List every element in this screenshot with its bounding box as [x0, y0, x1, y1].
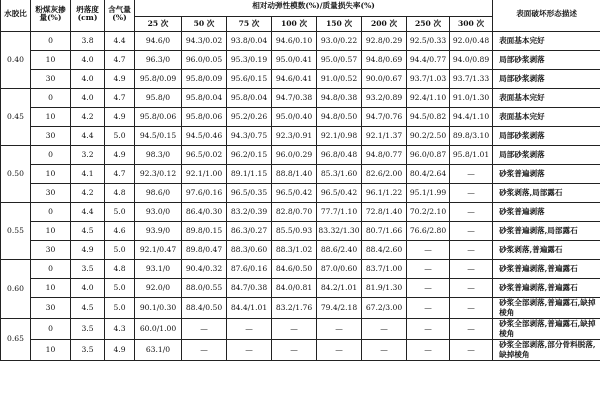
air-cell: 5.0: [105, 127, 135, 146]
value-cell: 96.0/0.05: [182, 51, 227, 70]
value-cell: 89.8/0.15: [182, 222, 227, 241]
desc-cell: 局部砂浆剥落: [493, 70, 600, 89]
value-cell: —: [450, 298, 493, 319]
fa-cell: 0: [31, 146, 71, 165]
value-cell: —: [450, 279, 493, 298]
value-cell: 94.0/0.89: [450, 51, 493, 70]
value-cell: 95.1/1.99: [407, 184, 450, 203]
slump-cell: 4.4: [71, 127, 105, 146]
cycle-header: 100 次: [272, 17, 317, 32]
table-row: [1, 127, 600, 146]
slump-cell: 4.5: [71, 298, 105, 319]
value-cell: 95.8/0.09: [135, 70, 182, 89]
value-cell: 83.2/0.39: [227, 203, 272, 222]
table-body: [1, 32, 600, 361]
cycle-header: 50 次: [182, 17, 227, 32]
value-cell: 93.2/0.89: [362, 89, 407, 108]
slump-cell: 4.2: [71, 184, 105, 203]
slump-cell: 4.0: [71, 70, 105, 89]
fa-cell: 10: [31, 222, 71, 241]
value-cell: 88.3/0.60: [227, 241, 272, 260]
value-cell: 96.2/0.15: [227, 146, 272, 165]
value-cell: 88.0/0.55: [182, 279, 227, 298]
table-row: [1, 260, 600, 279]
value-cell: 96.5/0.02: [182, 146, 227, 165]
slump-cell: 4.5: [71, 222, 105, 241]
value-cell: 93.7/1.33: [450, 70, 493, 89]
table-row: [1, 165, 600, 184]
value-cell: —: [362, 340, 407, 361]
value-cell: 95.0/0.57: [317, 51, 362, 70]
fa-cell: 30: [31, 298, 71, 319]
value-cell: 94.6/0.41: [272, 70, 317, 89]
value-cell: —: [317, 340, 362, 361]
value-cell: 95.0/0.41: [272, 51, 317, 70]
slump-cell: 3.8: [71, 32, 105, 51]
value-cell: 93.0/0: [135, 203, 182, 222]
value-cell: 90.4/0.32: [182, 260, 227, 279]
value-cell: 88.6/2.40: [317, 241, 362, 260]
value-cell: 90.1/0.30: [135, 298, 182, 319]
group-header: 相对动弹性模数(%)/质量损失率(%): [135, 0, 493, 17]
cycle-header: 200 次: [362, 17, 407, 32]
value-cell: 63.1/0: [135, 340, 182, 361]
slump-cell: 3.5: [71, 340, 105, 361]
slump-cell: 4.0: [71, 279, 105, 298]
fa-cell: 30: [31, 70, 71, 89]
desc-cell: 砂浆剥落,普遍露石: [493, 241, 600, 260]
value-cell: —: [407, 340, 450, 361]
value-cell: —: [450, 319, 493, 340]
value-cell: 92.5/0.33: [407, 32, 450, 51]
value-cell: 98.3/0: [135, 146, 182, 165]
value-cell: —: [407, 260, 450, 279]
desc-cell: 砂浆剥落,局部露石: [493, 184, 600, 203]
desc-cell: 表面基本完好: [493, 89, 600, 108]
fly-ash-header: 粉煤灰掺量(%): [31, 0, 71, 32]
value-cell: 87.0/0.60: [317, 260, 362, 279]
slump-cell: 3.2: [71, 146, 105, 165]
desc-cell: 局部砂浆剥落: [493, 127, 600, 146]
desc-header: 表面破坏形态描述: [493, 0, 600, 32]
value-cell: 92.4/1.10: [407, 89, 450, 108]
value-cell: 94.8/0.38: [317, 89, 362, 108]
value-cell: 92.3/0.91: [272, 127, 317, 146]
desc-cell: 砂浆普遍剥落,普遍露石: [493, 279, 600, 298]
value-cell: 80.7/1.66: [362, 222, 407, 241]
value-cell: 88.4/0.50: [182, 298, 227, 319]
value-cell: 85.5/0.93: [272, 222, 317, 241]
value-cell: 88.8/1.40: [272, 165, 317, 184]
value-cell: 94.7/0.76: [362, 108, 407, 127]
air-cell: 4.7: [105, 89, 135, 108]
value-cell: 94.8/0.69: [362, 51, 407, 70]
slump-cell: 4.1: [71, 165, 105, 184]
value-cell: 96.5/0.42: [272, 184, 317, 203]
value-cell: 94.8/0.50: [317, 108, 362, 127]
table-row: [1, 70, 600, 89]
value-cell: 93.0/0.22: [317, 32, 362, 51]
value-cell: 96.5/0.42: [317, 184, 362, 203]
value-cell: —: [450, 340, 493, 361]
value-cell: 90.2/2.50: [407, 127, 450, 146]
desc-cell: 砂浆普遍剥落,局部露石: [493, 222, 600, 241]
fa-cell: 10: [31, 108, 71, 127]
value-cell: —: [450, 165, 493, 184]
value-cell: 96.5/0.35: [227, 184, 272, 203]
table-row: [1, 222, 600, 241]
value-cell: 83.2/1.76: [272, 298, 317, 319]
table-row: [1, 51, 600, 70]
air-cell: 4.7: [105, 165, 135, 184]
wc-cell: 0.40: [1, 32, 31, 89]
value-cell: 95.8/0.06: [182, 108, 227, 127]
slump-cell: 4.0: [71, 51, 105, 70]
value-cell: 96.1/1.22: [362, 184, 407, 203]
desc-cell: 砂浆普遍剥落,普遍露石: [493, 260, 600, 279]
air-cell: 4.6: [105, 222, 135, 241]
value-cell: 60.0/1.00: [135, 319, 182, 340]
value-cell: 95.8/0.06: [135, 108, 182, 127]
value-cell: 94.7/0.38: [272, 89, 317, 108]
value-cell: 95.8/0.04: [227, 89, 272, 108]
air-cell: 4.9: [105, 146, 135, 165]
table-row: [1, 241, 600, 260]
value-cell: 84.2/1.01: [317, 279, 362, 298]
value-cell: 83.7/1.00: [362, 260, 407, 279]
air-header: 含气量(%): [105, 0, 135, 32]
value-cell: 76.6/2.80: [407, 222, 450, 241]
table-row: [1, 279, 600, 298]
slump-cell: 3.5: [71, 319, 105, 340]
value-cell: —: [407, 241, 450, 260]
value-cell: 79.4/2.18: [317, 298, 362, 319]
desc-cell: 砂浆全部剥落,普遍露石,缺掉棱角: [493, 298, 600, 319]
value-cell: 95.2/0.26: [227, 108, 272, 127]
desc-cell: 局部砂浆剥落: [493, 146, 600, 165]
cycle-header: 150 次: [317, 17, 362, 32]
desc-cell: 表面基本完好: [493, 108, 600, 127]
air-cell: 5.0: [105, 203, 135, 222]
value-cell: 92.0/0.48: [450, 32, 493, 51]
value-cell: 84.4/1.01: [227, 298, 272, 319]
air-cell: 4.8: [105, 260, 135, 279]
value-cell: —: [407, 279, 450, 298]
desc-cell: 表面基本完好: [493, 32, 600, 51]
cycle-header: 250 次: [407, 17, 450, 32]
value-cell: —: [450, 203, 493, 222]
value-cell: 92.3/0.12: [135, 165, 182, 184]
table-row: [1, 108, 600, 127]
wc-cell: 0.65: [1, 319, 31, 361]
value-cell: 94.4/0.77: [407, 51, 450, 70]
fa-cell: 0: [31, 260, 71, 279]
wc-cell: 0.50: [1, 146, 31, 203]
air-cell: 4.9: [105, 340, 135, 361]
value-cell: 95.8/0.04: [182, 89, 227, 108]
value-cell: 89.1/1.15: [227, 165, 272, 184]
value-cell: 95.6/0.15: [227, 70, 272, 89]
value-cell: —: [272, 319, 317, 340]
value-cell: 94.3/0.02: [182, 32, 227, 51]
desc-cell: 砂浆全部剥落,部分骨料脱落,缺掉棱角: [493, 340, 600, 361]
value-cell: 94.5/0.82: [407, 108, 450, 127]
value-cell: 95.8/1.01: [450, 146, 493, 165]
air-cell: 4.3: [105, 319, 135, 340]
value-cell: 94.5/0.46: [182, 127, 227, 146]
value-cell: 94.6/0.10: [272, 32, 317, 51]
fa-cell: 0: [31, 32, 71, 51]
table-row: [1, 32, 600, 51]
value-cell: —: [317, 319, 362, 340]
value-cell: 95.8/0: [135, 89, 182, 108]
value-cell: 90.0/0.67: [362, 70, 407, 89]
fa-cell: 30: [31, 184, 71, 203]
fa-cell: 0: [31, 203, 71, 222]
value-cell: 86.3/0.27: [227, 222, 272, 241]
value-cell: 92.1/0.47: [135, 241, 182, 260]
value-cell: 96.0/0.87: [407, 146, 450, 165]
value-cell: —: [272, 340, 317, 361]
slump-cell: 4.9: [71, 241, 105, 260]
value-cell: 94.8/0.77: [362, 146, 407, 165]
cycle-header: 75 次: [227, 17, 272, 32]
value-cell: 98.6/0: [135, 184, 182, 203]
slump-header: 坍落度(cm): [71, 0, 105, 32]
value-cell: 86.4/0.30: [182, 203, 227, 222]
value-cell: —: [227, 319, 272, 340]
desc-cell: 砂浆普遍剥落: [493, 165, 600, 184]
value-cell: 96.8/0.48: [317, 146, 362, 165]
value-cell: 95.3/0.19: [227, 51, 272, 70]
value-cell: 93.1/0: [135, 260, 182, 279]
value-cell: 93.7/1.03: [407, 70, 450, 89]
value-cell: 85.3/1.60: [317, 165, 362, 184]
value-cell: 96.0/0.29: [272, 146, 317, 165]
value-cell: 92.0/0: [135, 279, 182, 298]
wc-header: 水胶比: [1, 0, 31, 32]
table-row: [1, 146, 600, 165]
air-cell: 4.8: [105, 184, 135, 203]
value-cell: 89.8/0.47: [182, 241, 227, 260]
value-cell: —: [450, 184, 493, 203]
value-cell: 93.9/0: [135, 222, 182, 241]
value-cell: 95.8/0.09: [182, 70, 227, 89]
value-cell: —: [450, 222, 493, 241]
fa-cell: 10: [31, 279, 71, 298]
value-cell: 70.2/2.10: [407, 203, 450, 222]
air-cell: 4.7: [105, 51, 135, 70]
air-cell: 4.9: [105, 70, 135, 89]
air-cell: 5.0: [105, 298, 135, 319]
fa-cell: 30: [31, 241, 71, 260]
wc-cell: 0.55: [1, 203, 31, 260]
value-cell: 88.3/1.02: [272, 241, 317, 260]
value-cell: —: [407, 298, 450, 319]
value-cell: —: [182, 340, 227, 361]
value-cell: 82.6/2.00: [362, 165, 407, 184]
value-cell: 91.0/1.30: [450, 89, 493, 108]
desc-cell: 局部砂浆剥落: [493, 51, 600, 70]
value-cell: 84.6/0.50: [272, 260, 317, 279]
value-cell: —: [362, 319, 407, 340]
fa-cell: 0: [31, 89, 71, 108]
value-cell: 92.1/1.00: [182, 165, 227, 184]
value-cell: 94.4/1.10: [450, 108, 493, 127]
fa-cell: 10: [31, 165, 71, 184]
wc-cell: 0.60: [1, 260, 31, 319]
value-cell: 84.7/0.38: [227, 279, 272, 298]
air-cell: 4.9: [105, 108, 135, 127]
table-row: [1, 298, 600, 319]
value-cell: 92.8/0.29: [362, 32, 407, 51]
value-cell: 72.8/1.40: [362, 203, 407, 222]
cycle-header: 300 次: [450, 17, 493, 32]
value-cell: 97.6/0.16: [182, 184, 227, 203]
value-cell: —: [227, 340, 272, 361]
slump-cell: 3.5: [71, 260, 105, 279]
value-cell: 93.8/0.04: [227, 32, 272, 51]
slump-cell: 4.2: [71, 108, 105, 127]
value-cell: 67.2/3.00: [362, 298, 407, 319]
value-cell: 82.8/0.70: [272, 203, 317, 222]
value-cell: 89.8/3.10: [450, 127, 493, 146]
desc-cell: 砂浆普遍剥落: [493, 203, 600, 222]
value-cell: —: [450, 260, 493, 279]
fa-cell: 0: [31, 319, 71, 340]
value-cell: 96.3/0: [135, 51, 182, 70]
header-row-1: [1, 0, 600, 17]
value-cell: 94.3/0.75: [227, 127, 272, 146]
value-cell: 92.1/1.37: [362, 127, 407, 146]
cycle-header: 25 次: [135, 17, 182, 32]
fa-cell: 10: [31, 340, 71, 361]
table-row: [1, 340, 600, 361]
fa-cell: 10: [31, 51, 71, 70]
table-row: [1, 203, 600, 222]
air-cell: 5.0: [105, 241, 135, 260]
value-cell: 91.0/0.52: [317, 70, 362, 89]
value-cell: 81.9/1.30: [362, 279, 407, 298]
value-cell: 80.4/2.64: [407, 165, 450, 184]
slump-cell: 4.4: [71, 203, 105, 222]
air-cell: 5.0: [105, 279, 135, 298]
table-row: [1, 184, 600, 203]
table-row: [1, 319, 600, 340]
air-cell: 4.4: [105, 32, 135, 51]
value-cell: —: [407, 319, 450, 340]
slump-cell: 4.0: [71, 89, 105, 108]
value-cell: 87.6/0.16: [227, 260, 272, 279]
value-cell: 88.4/2.60: [362, 241, 407, 260]
wc-cell: 0.45: [1, 89, 31, 146]
value-cell: 84.0/0.81: [272, 279, 317, 298]
fa-cell: 30: [31, 127, 71, 146]
value-cell: 77.7/1.10: [317, 203, 362, 222]
table-row: [1, 89, 600, 108]
desc-cell: 砂浆全部剥落,普遍露石,缺掉棱角: [493, 319, 600, 340]
value-cell: —: [182, 319, 227, 340]
value-cell: 94.5/0.15: [135, 127, 182, 146]
value-cell: 92.1/0.98: [317, 127, 362, 146]
value-cell: 95.0/0.40: [272, 108, 317, 127]
value-cell: 94.6/0: [135, 32, 182, 51]
value-cell: 83.32/1.30: [317, 222, 362, 241]
value-cell: —: [450, 241, 493, 260]
